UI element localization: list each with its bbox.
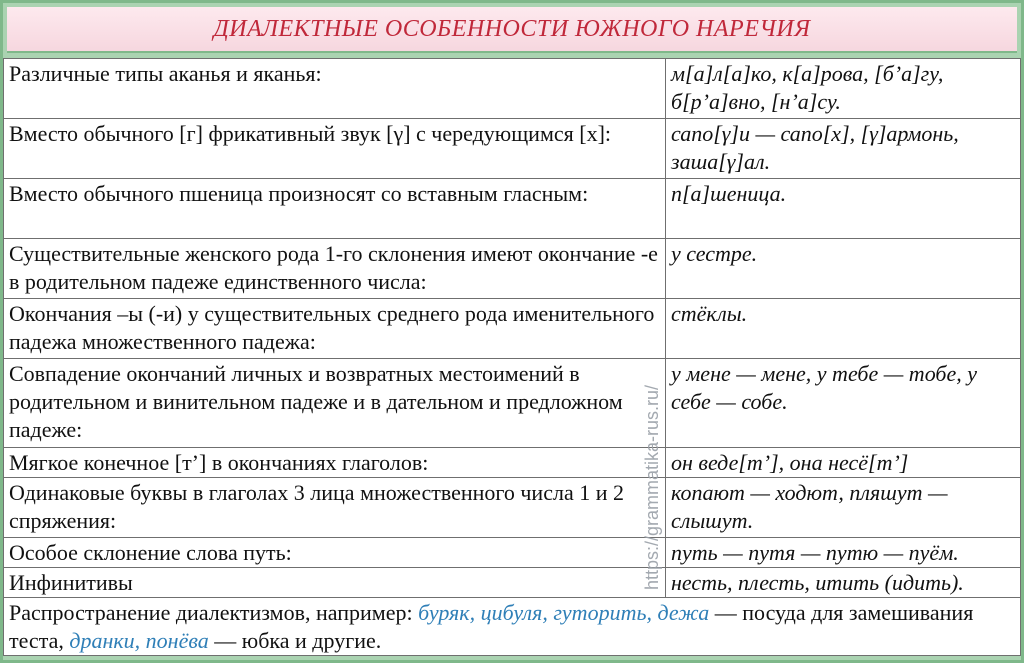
table-row — [4, 59, 1021, 119]
feature-cell: Особое склонение слова путь: — [4, 538, 666, 568]
note-example: дранки, понёва — [69, 628, 209, 653]
example-cell: он веде[т’], она несё[т’] — [666, 448, 1021, 478]
table-row — [4, 598, 1021, 656]
feature-cell: Одинаковые буквы в глаголах 3 лица множественного числа 1 и 2 спряжения: — [4, 478, 666, 538]
table-row — [4, 179, 1021, 239]
example-cell: сапо[γ]и — сапо[х], [γ]армонь, заша[γ]ал. — [666, 119, 1021, 179]
example-cell: копают — ходют, пляшут — слышут. — [666, 478, 1021, 538]
feature-cell: Существительные женского рода 1-го склонения имеют окончание -е в родительном падеже единственного числа: — [4, 239, 666, 299]
note-text: — посуда для замешивания теста, — [9, 600, 974, 653]
example-cell: у сестре. — [666, 239, 1021, 299]
table-row — [4, 299, 1021, 359]
note-text: Распространение диалектизмов, например: — [9, 600, 419, 625]
table-row — [4, 359, 1021, 448]
feature-cell: Мягкое конечное [т’] в окончаниях глаголов: — [4, 448, 666, 478]
table-row — [4, 538, 1021, 568]
dialect-features-table — [3, 58, 1021, 656]
table-row — [4, 119, 1021, 179]
table-row — [4, 448, 1021, 478]
feature-cell: Окончания –ы (-и) у существительных среднего рода именительного падежа множественного падежа: — [4, 299, 666, 359]
example-cell: п[а]шеница. — [666, 179, 1021, 239]
feature-cell: Различные типы аканья и яканья: — [4, 59, 666, 119]
table-row — [4, 568, 1021, 598]
page-title: ДИАЛЕКТНЫЕ ОСОБЕННОСТИ ЮЖНОГО НАРЕЧИЯ — [213, 15, 811, 42]
feature-cell: Вместо обычного [г] фрикативный звук [γ] с чередующимся [х]: — [4, 119, 666, 179]
title-bar — [7, 7, 1017, 53]
example-cell: у мене — мене, у тебе — тобе, у себе — собе. — [666, 359, 1021, 448]
example-cell: путь — путя — путю — пуём. — [666, 538, 1021, 568]
example-cell: м[а]л[а]ко, к[а]рова, [б’а]гу, б[р’а]вно, [н’а]су. — [666, 59, 1021, 119]
dialectisms-note — [4, 598, 1021, 656]
table-row — [4, 239, 1021, 299]
watermark-url: https://grammatika-rus.ru/ — [642, 384, 662, 590]
example-cell: несть, плесть, итить (идить). — [666, 568, 1021, 598]
note-text: — юбка и другие. — [208, 628, 382, 653]
feature-cell: Вместо обычного пшеница произносят со вставным гласным: — [4, 179, 666, 239]
feature-cell: Совпадение окончаний личных и возвратных местоимений в родительном и винительном падеже и в дательном и предложном падеже: — [4, 359, 666, 448]
example-cell: стёклы. — [666, 299, 1021, 359]
table-row — [4, 478, 1021, 538]
feature-cell: Инфинитивы — [4, 568, 666, 598]
note-example: буряк, цибуля, гуторить, дежа — [418, 600, 710, 625]
